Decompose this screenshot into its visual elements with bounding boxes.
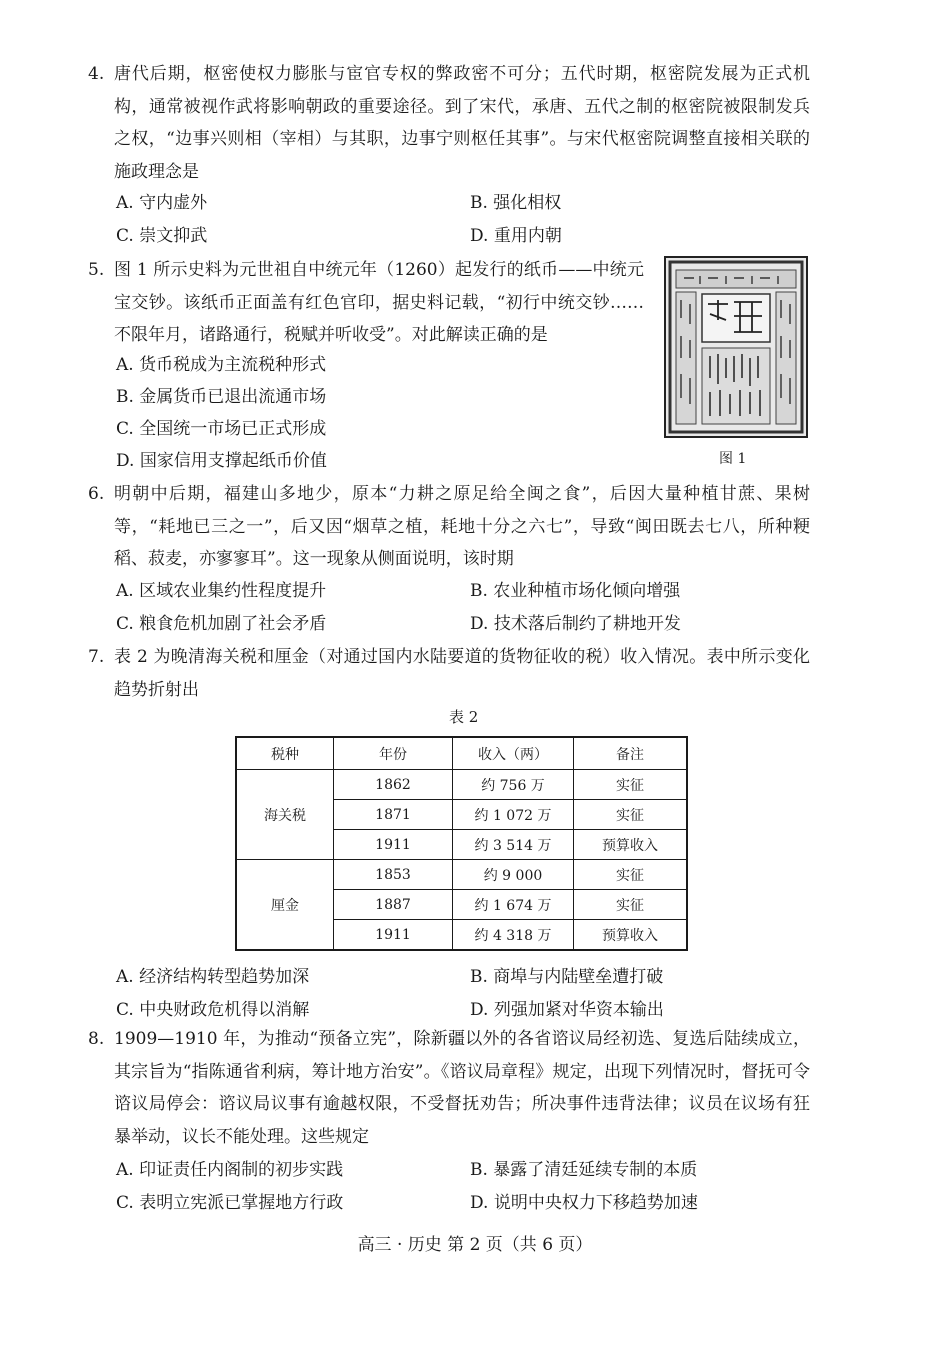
option-d[interactable]: D. 列强加紧对华资本输出 [470, 1000, 664, 1020]
question-6 [88, 478, 810, 576]
table-caption: 表 2 [449, 708, 479, 726]
question-text: 明朝中后期，福建山多地少，原本“力耕之原足给全闽之食”，后因大量种植甘蔗、果树等，“耗地已三之一”，后又因“烟草之植，耗地十分之六七”，导致“闽田既去七八，所种粳稻、菽麦，亦寥寥耳”。这一现象从侧面说明，该时期 [114, 484, 810, 569]
revenue-cell: 约 756 万 [453, 770, 574, 800]
revenue-cell: 约 3 514 万 [453, 830, 574, 860]
year-cell: 1871 [334, 800, 453, 830]
revenue-cell: 约 1 674 万 [453, 890, 574, 920]
question-8 [88, 1023, 810, 1153]
option-d[interactable]: D. 国家信用支撑起纸币价值 [116, 451, 327, 471]
option-c[interactable]: C. 全国统一市场已正式形成 [116, 419, 327, 439]
revenue-cell: 约 9 000 [453, 860, 574, 890]
revenue-cell: 约 4 318 万 [453, 920, 574, 951]
year-cell: 1911 [334, 830, 453, 860]
option-c[interactable]: C. 崇文抑武 [116, 226, 208, 246]
tax-type-cell: 海关税 [236, 770, 334, 860]
option-c[interactable]: C. 表明立宪派已掌握地方行政 [116, 1193, 344, 1213]
year-cell: 1911 [334, 920, 453, 951]
question-number: 4. [88, 64, 105, 84]
option-a[interactable]: A. 经济结构转型趋势加深 [116, 967, 310, 987]
question-text: 表 2 为晚清海关税和厘金（对通过国内水陆要道的货物征收的税）收入情况。表中所示变化趋势折射出 [114, 647, 810, 700]
remark-cell: 预算收入 [574, 830, 688, 860]
option-a[interactable]: A. 货币税成为主流税种形式 [116, 355, 327, 375]
option-c[interactable]: C. 中央财政危机得以消解 [116, 1000, 310, 1020]
tax-revenue-table [235, 736, 688, 951]
option-a[interactable]: A. 区域农业集约性程度提升 [116, 581, 327, 601]
option-a[interactable]: A. 守内虚外 [116, 193, 208, 213]
option-b[interactable]: B. 商埠与内陆壁垒遭打破 [470, 967, 664, 987]
year-cell: 1887 [334, 890, 453, 920]
option-b[interactable]: B. 暴露了清廷延续专制的本质 [470, 1160, 698, 1180]
option-d[interactable]: D. 技术落后制约了耕地开发 [470, 614, 681, 634]
remark-cell: 实征 [574, 890, 688, 920]
option-b[interactable]: B. 强化相权 [470, 193, 562, 213]
question-7 [88, 641, 810, 706]
option-d[interactable]: D. 重用内朝 [470, 226, 562, 246]
question-number: 5. [88, 260, 105, 280]
header-tax-type: 税种 [236, 737, 334, 770]
header-year: 年份 [334, 737, 453, 770]
year-cell: 1862 [334, 770, 453, 800]
table-row [236, 770, 687, 800]
figure-caption: 图 1 [719, 451, 747, 467]
tax-type-cell: 厘金 [236, 860, 334, 951]
question-number: 6. [88, 484, 105, 504]
option-b[interactable]: B. 农业种植市场化倾向增强 [470, 581, 681, 601]
question-5 [88, 254, 644, 352]
page-footer: 高三 · 历史 第 2 页（共 6 页） [357, 1235, 593, 1255]
option-b[interactable]: B. 金属货币已退出流通市场 [116, 387, 327, 407]
banknote-figure [664, 256, 808, 438]
remark-cell: 实征 [574, 770, 688, 800]
revenue-cell: 约 1 072 万 [453, 800, 574, 830]
question-number: 8. [88, 1029, 105, 1049]
remark-cell: 实征 [574, 800, 688, 830]
question-text: 1909—1910 年，为推动“预备立宪”，除新疆以外的各省谘议局经初选、复选后陆续成立，其宗旨为“指陈通省利病，筹计地方治安”。《谘议局章程》规定，出现下列情况时，督抚可令谘议局停会：谘议局议事有逾越权限，不受督抚劝告；所决事件违背法律；议员在议场有狂暴举动，议长不能处理。这些规定 [114, 1029, 810, 1147]
option-c[interactable]: C. 粮食危机加剧了社会矛盾 [116, 614, 327, 634]
remark-cell: 预算收入 [574, 920, 688, 951]
header-remark: 备注 [574, 737, 688, 770]
question-4 [88, 58, 810, 188]
year-cell: 1853 [334, 860, 453, 890]
header-revenue: 收入（两） [453, 737, 574, 770]
option-a[interactable]: A. 印证责任内阁制的初步实践 [116, 1160, 344, 1180]
option-d[interactable]: D. 说明中央权力下移趋势加速 [470, 1193, 698, 1213]
table-header-row [236, 737, 687, 770]
table-row [236, 860, 687, 890]
question-number: 7. [88, 647, 105, 667]
question-text: 唐代后期，枢密使权力膨胀与宦官专权的弊政密不可分；五代时期，枢密院发展为正式机构，通常被视作武将影响朝政的重要途径。到了宋代，承唐、五代之制的枢密院被限制发兵之权，“边事兴则相（宰相）与其职，边事宁则枢任其事”。与宋代枢密院调整直接相关联的施政理念是 [114, 64, 810, 182]
remark-cell: 实征 [574, 860, 688, 890]
question-text: 图 1 所示史料为元世祖自中统元年（1260）起发行的纸币——中统元宝交钞。该纸币正面盖有红色官印，据史料记载，“初行中统交钞……不限年月，诸路通行，税赋并听收受”。对此解读正确的是 [114, 260, 644, 345]
